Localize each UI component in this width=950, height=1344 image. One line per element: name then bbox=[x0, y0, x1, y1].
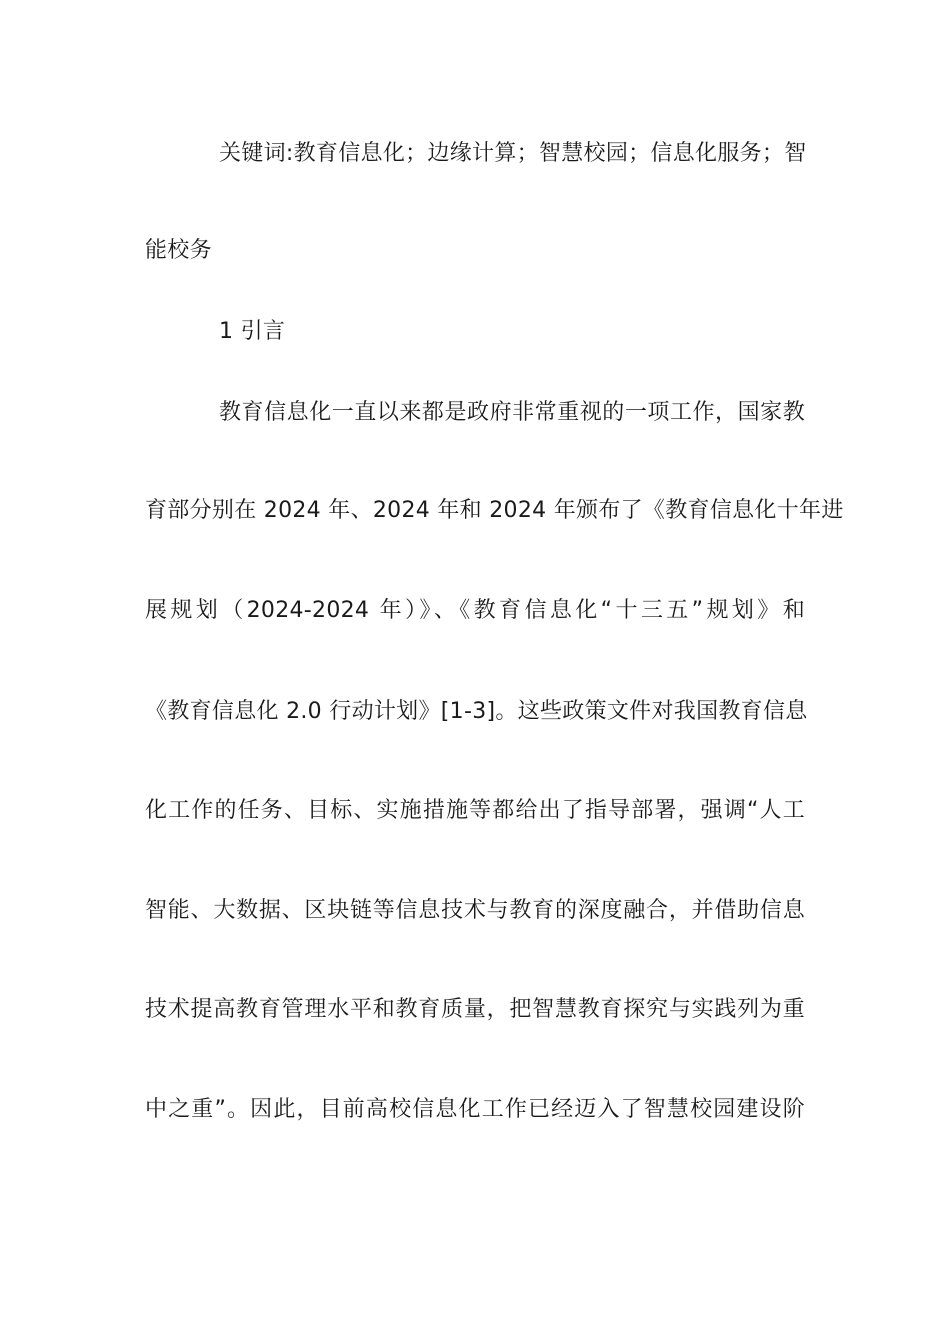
body-line: 化工作的任务、目标、实施措施等都给出了指导部署，强调“人工 bbox=[145, 798, 805, 823]
keywords-line-1: 关键词:教育信息化；边缘计算；智慧校园；信息化服务；智 bbox=[219, 141, 807, 166]
body-line: 《教育信息化 2.0 行动计划》[1-3]。这些政策文件对我国教育信息 bbox=[145, 699, 808, 724]
body-line: 教育信息化一直以来都是政府非常重视的一项工作，国家教 bbox=[219, 400, 805, 425]
body-line: 技术提高教育管理水平和教育质量，把智慧教育探究与实践列为重 bbox=[145, 997, 805, 1022]
body-line: 展规划（2024-2024 年）》、《教育信息化“十三五”规划》和 bbox=[145, 598, 805, 623]
body-line: 中之重”。因此，目前高校信息化工作已经迈入了智慧校园建设阶 bbox=[145, 1097, 805, 1122]
body-line: 育部分别在 2024 年、2024 年和 2024 年颁布了《教育信息化十年进 bbox=[145, 498, 844, 523]
keywords-line-2: 能校务 bbox=[145, 238, 212, 263]
section-heading: 1 引言 bbox=[219, 319, 286, 344]
body-line: 智能、大数据、区块链等信息技术与教育的深度融合，并借助信息 bbox=[145, 898, 805, 923]
